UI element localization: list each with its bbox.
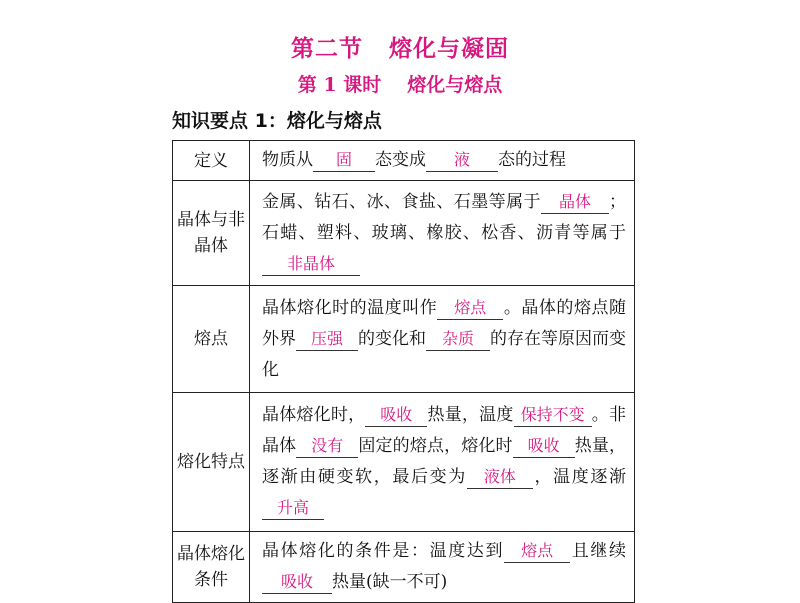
text-segment: ，温度逐渐 [532,467,626,487]
text-segment: 。晶体的熔点随外界 [262,297,627,349]
answer-blank: 熔点 [437,297,503,320]
answer-blank: 晶体 [541,191,609,214]
row-content [250,532,635,603]
knowledge-point-heading: 知识要点 1：熔化与熔点 [172,110,382,132]
lesson-title [0,70,800,97]
answer-blank: 杂质 [426,328,490,351]
text-segment: 物质从 [262,150,313,170]
table-row-crystal [173,181,635,286]
table-row-melting-features [173,393,635,532]
answer-blank: 升高 [262,497,324,520]
row-label: 晶体熔化条件 [173,532,250,603]
text-segment: 固定的熔点，熔化时 [358,436,513,456]
answer-blank: 液体 [467,466,533,489]
text-segment: 。非晶体 [262,405,627,456]
text-segment: 且继续 [570,541,626,561]
text-segment: 的存在等原因而变化 [262,328,626,380]
text-segment: 的变化和 [358,328,426,349]
text-segment: 态变成 [375,150,426,170]
text-segment: 热量，温度 [427,405,514,425]
row-label: 晶体与非晶体 [173,181,250,286]
answer-blank: 吸收 [513,435,575,458]
row-label: 定义 [173,141,250,181]
answer-blank: 固 [313,149,375,172]
lesson-name: 熔化与熔点 [407,74,503,96]
row-label: 熔点 [173,286,250,393]
section-number: 第二节 [291,35,363,62]
row-content [250,181,635,286]
answer-blank: 熔点 [504,540,570,563]
text-segment: 晶体熔化的条件是：温度达到 [262,541,505,561]
row-content [250,393,635,532]
answer-blank: 非晶体 [262,253,360,276]
row-label: 熔化特点 [173,393,250,532]
knowledge-table [172,140,635,603]
answer-blank: 吸收 [365,404,427,427]
text-segment: 热量，逐渐由硬变软，最后变为 [262,436,627,487]
text-segment: ；石蜡、塑料、玻璃、橡胶、松香、沥青等属于 [262,191,626,243]
text-segment: 晶体熔化时， [262,405,366,425]
answer-blank: 压强 [296,328,358,351]
table-row-melting-point [173,286,635,393]
answer-blank: 吸收 [262,571,332,594]
text-segment: 金属、钻石、冰、食盐、石墨等属于 [262,191,541,212]
section-title [0,30,800,63]
table-row-definition [173,141,635,181]
answer-blank: 没有 [296,435,358,458]
lesson-number: 第 1 课时 [297,74,382,96]
row-content [250,141,635,181]
row-content [250,286,635,393]
text-segment: 晶体熔化时的温度叫作 [262,297,438,318]
section-name: 熔化与凝固 [389,35,509,62]
table-row-melting-conditions [173,532,635,603]
answer-blank: 保持不变 [514,404,592,427]
text-segment: 态的过程 [498,150,566,170]
text-segment: 热量(缺一不可) [332,572,448,592]
answer-blank: 液 [426,149,498,172]
